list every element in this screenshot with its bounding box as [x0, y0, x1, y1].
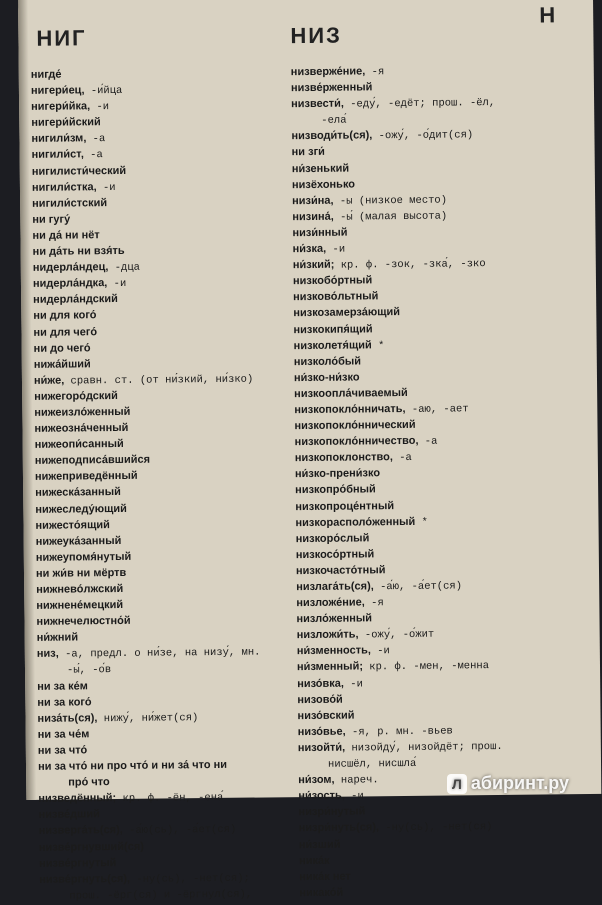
entry-headword: низково́льтный [293, 291, 378, 304]
entry-headword: низкобо́ртный [293, 275, 372, 288]
entry-grammar: -ну(сь), -нет(ся); [130, 872, 250, 885]
entry-headword: низо́вка, [297, 677, 344, 689]
entry-grammar: -ожу́, -о́дит(ся) [372, 130, 473, 143]
entry-headword: низкосо́ртный [296, 548, 375, 561]
entry-headword: ни за что́ [38, 744, 87, 757]
entry-headword: ни гугу́ [32, 213, 70, 225]
entry-headword: ни́зко-прени́зко [295, 468, 380, 481]
entry-headword: про́ что [68, 776, 110, 788]
entry-headword: нижеподписа́вшийся [35, 454, 150, 467]
entry-headword: ни́зший [299, 838, 341, 850]
entry-grammar: * [372, 340, 385, 352]
entry-headword: ни до чего́ [34, 342, 91, 355]
entry-headword: низве́ргнутый [39, 857, 116, 870]
entry-headword: ни́зость, [298, 790, 345, 802]
entry-headword: нижесто́ящий [35, 519, 109, 532]
entry-headword: ни́зкий; [293, 259, 335, 271]
entry-grammar: -и [97, 182, 116, 194]
entry-grammar: нижу́, ни́жет(ся) [97, 712, 198, 725]
entry-headword: нижа́йший [34, 358, 91, 371]
entry-headword: низина́, [292, 211, 334, 223]
entry-headword: нижеследу́ющий [35, 502, 127, 515]
entry-grammar: -ела́ [321, 115, 346, 127]
entry-grammar: -а́ю(сь), -а́ет(ся) [123, 824, 237, 837]
running-head-left: НИГ [36, 25, 86, 52]
entry-headword: ника́к [299, 854, 330, 866]
entry-grammar: прош. -ёрг(ся) и -ёргнул(ся), [69, 888, 252, 902]
left-column [31, 65, 302, 905]
entry-grammar: -ы́, -о́в [67, 665, 111, 677]
watermark-text: абиринт.ру [471, 773, 569, 794]
entry-headword: нижеска́занный [35, 486, 121, 499]
entry-headword: ни да́ ни нёт [32, 229, 99, 242]
entry-grammar: -я, р. мн. -вьев [346, 725, 453, 738]
entry-headword: нигили́стский [32, 197, 107, 210]
entry-grammar: -а́ю, -а́ет(ся) [374, 580, 462, 593]
entry-grammar: -я [365, 597, 384, 609]
entry-headword: низкозамерза́ющий [293, 306, 400, 319]
entry-headword: низводи́ть(ся), [291, 130, 372, 143]
entry-grammar: -я [365, 66, 384, 78]
entry-headword: нигери́ец, [31, 84, 85, 97]
entry-headword: низкопроце́нтный [295, 500, 394, 513]
entry-headword: ни́зменность, [297, 645, 371, 658]
entry-grammar: -дца [108, 262, 140, 274]
entry-grammar: -ы́ (малая высота) [334, 210, 448, 223]
entry-headword: низи́нный [292, 226, 347, 239]
entry-headword: низойти́, [298, 742, 345, 754]
entry-headword: низве́рженный [291, 81, 373, 94]
entry-grammar: -и [344, 678, 363, 690]
entry-headword: низверже́ние, [291, 65, 366, 78]
entry-headword: ни́зка, [293, 243, 327, 255]
entry-headword: ни зги́ [292, 146, 325, 158]
entry-headword: низкоопла́чиваемый [294, 387, 408, 400]
entry-grammar: -а [393, 452, 412, 464]
entry-headword: низлага́ть(ся), [296, 580, 374, 593]
entry-grammar: -а [84, 150, 103, 162]
entry-headword: низвести́, [291, 98, 344, 111]
entry-headword: низведённый; [38, 792, 116, 805]
entry-headword: нижегоро́дский [34, 390, 118, 403]
entry-grammar: -и [345, 791, 364, 803]
entry-headword: низкопоклонство, [295, 451, 393, 464]
entry-headword: низри́нутый [298, 806, 365, 819]
entry-grammar: -а, предл. о ни́зе, на низу́, мн. [59, 647, 261, 661]
entry-headword: нидерла́ндский [33, 293, 118, 306]
entry-headword: нигили́ст, [32, 149, 84, 162]
entry-headword: нидерла́ндка, [33, 277, 107, 290]
entry-headword: низкопокло́нничество, [295, 435, 419, 448]
entry-headword: низо́вье, [298, 725, 346, 738]
entry-headword: низверга́ть(ся), [39, 824, 123, 837]
entry-headword: нигери́йский [31, 116, 101, 129]
entry-headword: низложи́ть, [297, 629, 359, 642]
entry-headword: нижнене́мецкий [36, 599, 123, 612]
entry-headword: низве́ргнуть(ся), [39, 873, 130, 886]
entry-headword: низкочасто́тный [296, 564, 386, 577]
entry-headword: низкопро́бный [295, 484, 376, 497]
entry-grammar: -а [86, 133, 105, 145]
entry-headword: нижнечелюстно́й [36, 615, 130, 628]
entry-grammar: -и [90, 101, 109, 113]
entry-headword: нижеопи́санный [35, 438, 124, 451]
section-letter: Н [539, 2, 555, 28]
entry-headword: нигери́йка, [31, 100, 90, 113]
entry-grammar: * [415, 516, 428, 528]
entry-headword: никако́й [299, 886, 343, 898]
entry-grammar: кр. ф. -ён, -ена́ [116, 792, 223, 805]
entry-headword: нигили́зм, [31, 133, 86, 146]
entry-grammar: сравн. ст. (от ни́зкий, ни́зко) [64, 373, 253, 387]
entry-headword: нижеприведённый [35, 470, 138, 483]
entry-headword: нижеупомя́нутый [36, 551, 131, 564]
entry-headword: низа́ть(ся), [37, 712, 97, 725]
dictionary-entry [37, 644, 299, 663]
entry-grammar: -ы (низкое место) [334, 194, 448, 207]
entry-grammar: -ну(сь), -нет(ся) [379, 821, 493, 834]
entry-headword: низколо́бый [294, 355, 361, 368]
entry-grammar: нисшёл, нисшла́ [328, 758, 416, 771]
entry-headword: нижеука́занный [36, 535, 122, 548]
entry-headword: ни за что́ ни про что́ и ни за́ что ни [38, 759, 227, 773]
entry-headword: низи́на, [292, 194, 334, 206]
dictionary-entry [299, 883, 589, 902]
dictionary-entry [39, 886, 301, 905]
entry-grammar: -аю, -ает [406, 403, 469, 416]
entry-headword: ни́зменный; [297, 661, 363, 674]
entry-headword: нижеизло́женный [34, 406, 130, 419]
entry-grammar: -а [418, 436, 437, 448]
entry-headword: нидерла́ндец, [33, 261, 109, 274]
entry-headword: низколетя́щий [294, 339, 372, 352]
entry-headword: ни́зенький [292, 162, 349, 175]
entry-headword: низ, [37, 648, 59, 660]
entry-headword: ни для чего́ [33, 326, 97, 339]
entry-grammar: кр. ф. -зок, -зка́, -зко [334, 258, 485, 272]
entry-grammar: -ожу́, -о́жит [359, 629, 435, 642]
dictionary-page [18, 0, 601, 800]
labirint-logo-icon: Л [447, 774, 467, 794]
entry-headword: низкокипя́щий [293, 323, 372, 336]
entry-headword: ни за ке́м [37, 680, 88, 693]
entry-headword: нижеозна́ченный [34, 422, 128, 435]
running-head-right: НИЗ [290, 23, 342, 50]
entry-headword: нижнево́лжский [36, 583, 123, 596]
entry-grammar: кр. ф. -мен, -менна [363, 661, 489, 674]
entry-headword: нигилисти́ческий [32, 164, 126, 177]
entry-headword: нигили́стка, [32, 181, 97, 194]
entry-headword: низо́вский [297, 709, 354, 722]
entry-grammar: нареч. [335, 774, 379, 786]
entry-headword: низри́нуть(ся), [299, 822, 379, 835]
entry-headword: ни за кого́ [37, 696, 91, 709]
entry-headword: низёхонько [292, 178, 355, 191]
entry-headword: ни за че́м [38, 728, 90, 741]
entry-headword: низве́дший [38, 809, 99, 822]
entry-headword: ни для кого́ [33, 310, 96, 323]
entry-headword: ни́зко-ни́зко [294, 371, 360, 384]
entry-grammar: -и́йца [84, 85, 122, 97]
watermark [447, 773, 569, 794]
entry-headword: низложе́ние, [296, 596, 365, 609]
entry-grammar: низойду́, низойдёт; прош. [345, 741, 503, 755]
entry-headword: ника́к нет [299, 870, 351, 883]
entry-headword: низкоро́слый [296, 532, 370, 545]
entry-headword: низкопокло́нничать, [294, 403, 405, 416]
entry-headword: низве́ргнувший(ся) [39, 840, 144, 853]
entry-headword: низкорасполо́женный [295, 515, 415, 528]
entry-grammar: -и [371, 646, 390, 658]
entry-headword: нигде́ [31, 69, 62, 81]
entry-grammar: -и [107, 278, 126, 290]
entry-headword: ни жи́в ни мёртв [36, 567, 126, 580]
entry-headword: ни́зом, [298, 774, 334, 786]
entry-headword: низло́женный [296, 613, 372, 626]
entry-grammar: -еду́, -едёт; прош. -ёл, [344, 97, 495, 111]
entry-headword: ни́жний [37, 632, 78, 644]
entry-headword: низово́й [297, 693, 343, 705]
entry-headword: ни да́ть ни взя́ть [33, 245, 125, 258]
entry-headword: ни́же, [34, 374, 64, 386]
entry-grammar: -и [326, 244, 345, 256]
entry-headword: низкопокло́ннический [294, 419, 415, 432]
